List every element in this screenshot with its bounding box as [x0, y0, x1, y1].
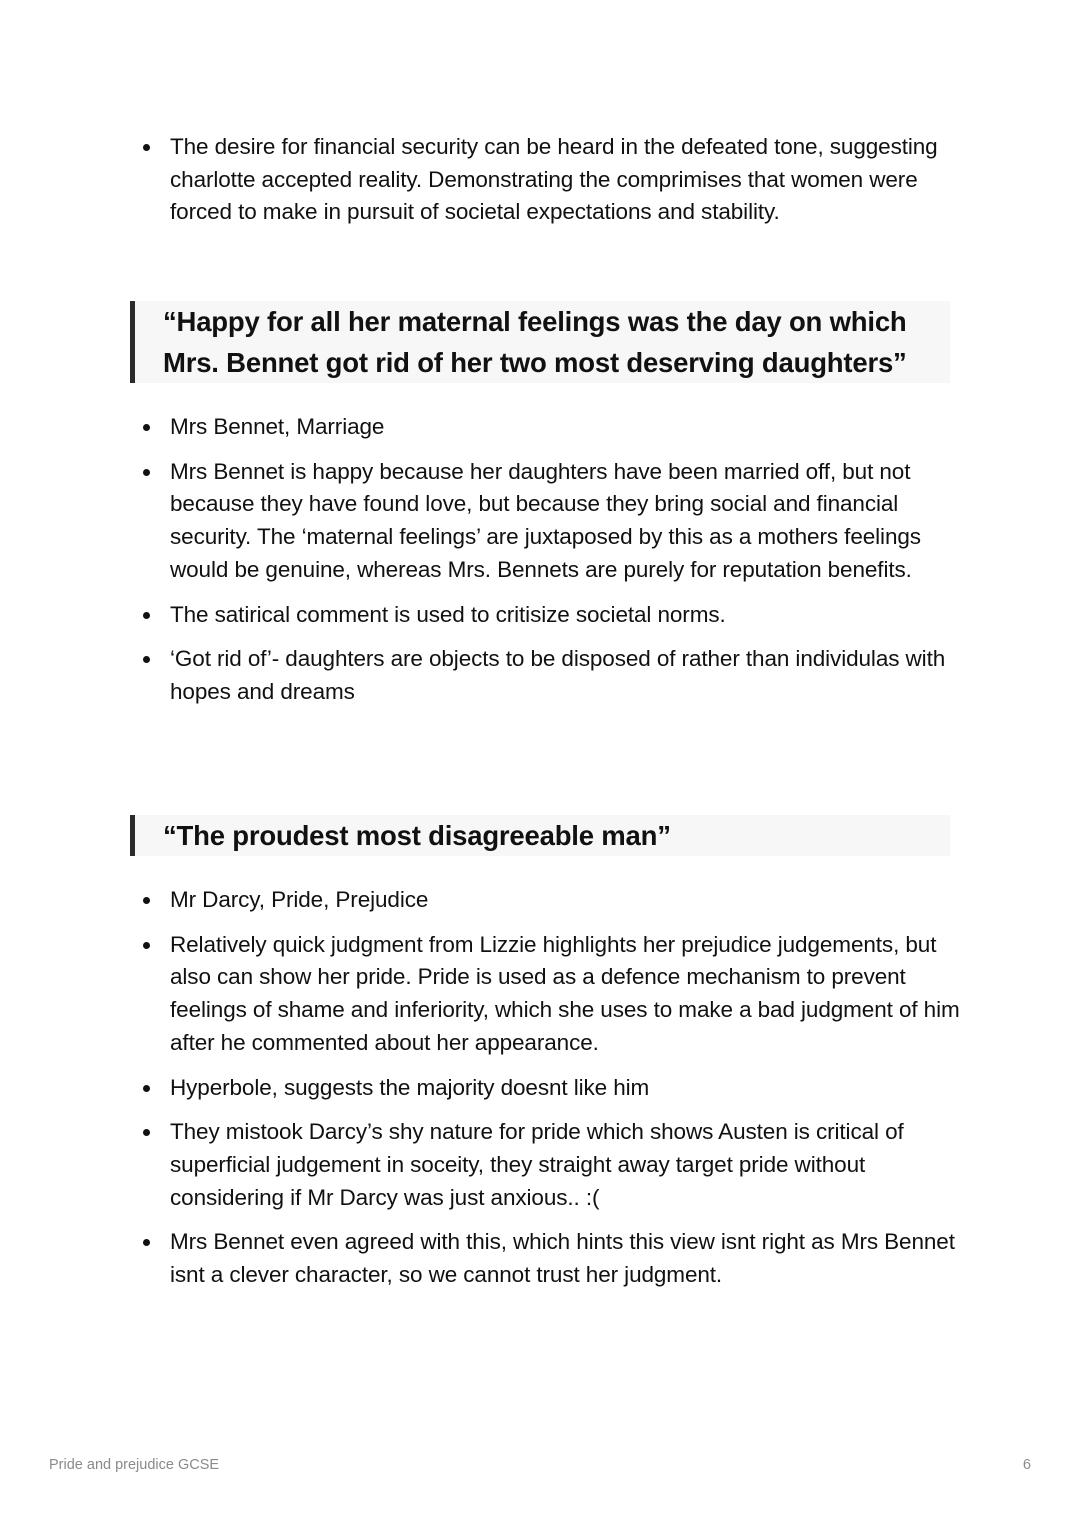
- bullet-text: Mrs Bennet even agreed with this, which hints this view isnt right as Mrs Bennet isnt a clever character, so we cannot trust her judgment.: [170, 1229, 955, 1288]
- footer-page-number: 6: [1022, 1457, 1031, 1473]
- bullet-icon: [143, 897, 150, 904]
- bullet-icon: [143, 942, 150, 949]
- bullet-icon: [143, 424, 150, 431]
- list-item: [140, 1116, 960, 1214]
- quote-callout-2: [130, 815, 950, 856]
- bullet-icon: [143, 1239, 150, 1246]
- bullet-icon: [143, 469, 150, 476]
- bullet-text: ‘Got rid of’- daughters are objects to be disposed of rather than individulas with hopes and dreams: [170, 646, 946, 704]
- list-item: [140, 929, 960, 1060]
- list-item: [140, 1226, 960, 1291]
- bullet-icon: [143, 1085, 150, 1092]
- intro-bullet-list: [140, 131, 960, 241]
- footer-document-title: Pride and prejudice GCSE: [49, 1457, 220, 1473]
- list-item: [140, 456, 960, 587]
- bullet-icon: [143, 656, 150, 663]
- quote-heading: “The proudest most disagreeable man”: [163, 820, 671, 851]
- quote-1-bullet-list: [140, 411, 960, 721]
- bullet-icon: [143, 612, 150, 619]
- bullet-text: They mistook Darcy’s shy nature for pride which shows Austen is critical of superficial judgement in soceity, they straight away target pride without considering if Mr Darcy was just anxious.. :(: [170, 1119, 904, 1210]
- quote-heading: “Happy for all her maternal feelings was the day on which Mrs. Bennet got rid of her two most deserving daughters”: [163, 306, 907, 378]
- bullet-text: The satirical comment is used to critisize societal norms.: [170, 601, 726, 627]
- list-item: [140, 1072, 960, 1105]
- quote-callout-1: [130, 301, 950, 383]
- quote-2-bullet-list: [140, 884, 960, 1304]
- list-item: [140, 411, 960, 444]
- list-item: [140, 884, 960, 917]
- list-item: [140, 643, 960, 708]
- bullet-text: Hyperbole, suggests the majority doesnt like him: [170, 1074, 650, 1100]
- list-item: [140, 131, 960, 229]
- bullet-icon: [143, 144, 150, 151]
- list-item: [140, 599, 960, 632]
- bullet-text: Mrs Bennet is happy because her daughters have been married off, but not because they have found love, but because they bring social and financial security. The ‘maternal feelings’ are juxtaposed by this as a mothers feelings would be genuine, whereas Mrs. Bennets are purely for reputation benefits.: [170, 458, 921, 582]
- bullet-text: The desire for financial security can be heard in the defeated tone, suggesting charlotte accepted reality. Demonstrating the comprimises that women were forced to make in pursuit of societal expectations and stability.: [170, 134, 938, 225]
- bullet-text: Mrs Bennet, Marriage: [170, 414, 385, 439]
- bullet-text: Mr Darcy, Pride, Prejudice: [170, 887, 429, 912]
- bullet-text: Relatively quick judgment from Lizzie highlights her prejudice judgements, but also can show her pride. Pride is used as a defence mechanism to prevent feelings of shame and inferiority, which she uses to make a bad judgment of him after he commented about her appearance.: [170, 931, 960, 1055]
- bullet-icon: [143, 1129, 150, 1136]
